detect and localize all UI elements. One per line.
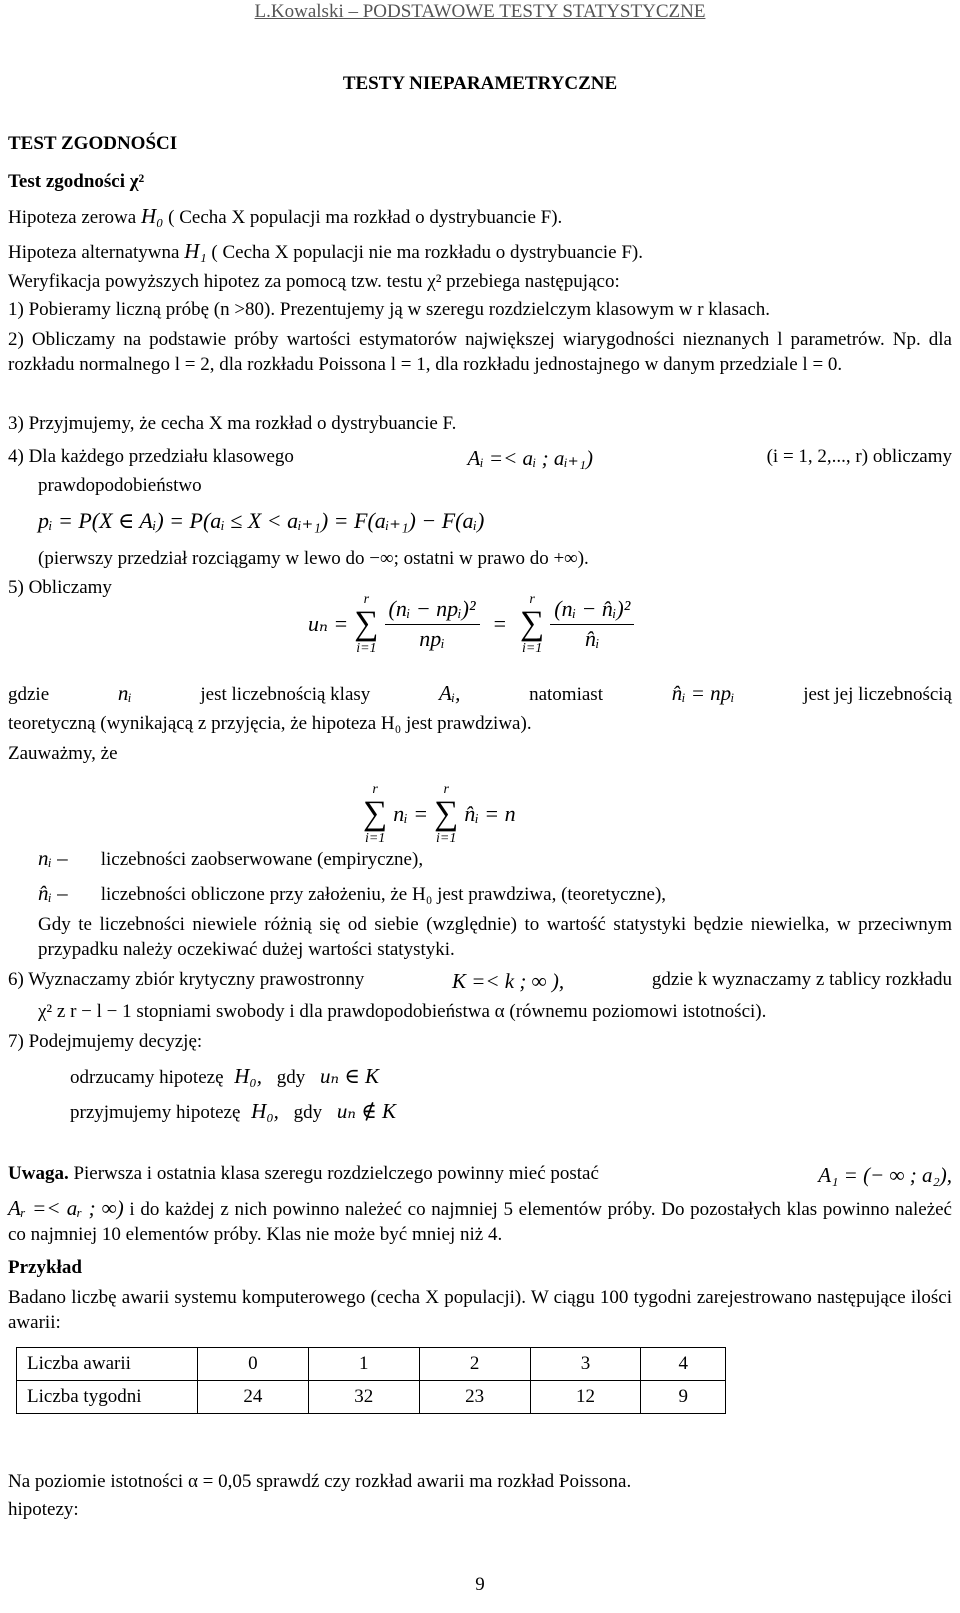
uwaga-cont: Aᵣ =< aᵣ ; ∞) i do każdej z nich powinno należeć co najmniej 5 elementów próby. Do pozostałych klas powinno należeć co najmniej 10 elementów próby. Klas nie może być mniej niż 4. <box>8 1196 952 1245</box>
table-row <box>17 1348 726 1381</box>
sum-symbol-1: r ∑ i=1 <box>354 592 379 657</box>
where-line: gdzie nᵢ jest liczebnością klasy Aᵢ, natomiast n̂ᵢ = npᵢ jest jej liczebnością <box>8 681 952 705</box>
step-4-prob: prawdopodobieństwo <box>38 475 202 496</box>
un-formula: uₙ = r ∑ i=1 $\frac{\text{(nᵢ − npᵢ)²}}{\text{npᵢ}}$ = r ∑ i=1 $\frac{\text{(nᵢ − n̂ᵢ)²}}{\text{n̂ᵢ}}$ <box>308 592 634 657</box>
step-1: 1) Pobieramy liczną próbę (n >80). Prezentujemy ją w szeregu rozdzielczym klasowym w r klasach. <box>8 299 771 320</box>
example-heading: Przykład <box>8 1257 82 1278</box>
step-2: 2) Obliczamy na podstawie próby wartości estymatorów największej wiarygodności nieznanych l parametrów. Np. dla rozkładu normalnego l = 2, dla rozkładu Poissona l = 1, dla rozkładu jednostajnego w danym przedziale l = 0. <box>8 329 952 375</box>
table-row <box>17 1381 726 1414</box>
def-empirical: nᵢ – liczebności zaobserwowane (empiryczne), <box>38 846 424 870</box>
fraction-1: $\frac{\text{(nᵢ − npᵢ)²}}{\text{npᵢ}}$ <box>385 595 480 653</box>
example-task: Na poziomie istotności α = 0,05 sprawdź czy rozkład awarii ma rozkład Poissona. <box>8 1471 632 1492</box>
section-heading: TEST ZGODNOŚCI <box>8 133 178 154</box>
table-cell: 0 <box>198 1348 309 1381</box>
running-header: L.Kowalski – PODSTAWOWE TESTY STATYSTYCZNE <box>254 1 706 22</box>
step-7: 7) Podejmujemy decyzję: <box>8 1031 203 1052</box>
where-continued: teoretyczną (wynikającą z przyjęcia, że hipoteza H₀ jest prawdziwa). <box>8 713 532 734</box>
prob-formula: pᵢ = P(X ∈ Aᵢ) = P(aᵢ ≤ X < aᵢ₊₁) = F(aᵢ₊₁) − F(aᵢ) <box>38 508 485 533</box>
table-cell: 9 <box>641 1381 726 1414</box>
table-cell: 24 <box>198 1381 309 1414</box>
step-5: 5) Obliczamy <box>8 577 112 598</box>
table-cell: 12 <box>530 1381 641 1414</box>
table-cell: 1 <box>308 1348 419 1381</box>
subsection-heading: Test zgodności χ² <box>8 171 145 192</box>
table-cell: 23 <box>419 1381 530 1414</box>
example-hypotheses: hipotezy: <box>8 1499 79 1520</box>
table-cell: 2 <box>419 1348 530 1381</box>
page <box>8 0 952 1613</box>
table-cell: 3 <box>530 1348 641 1381</box>
decision-accept: przyjmujemy hipotezę H₀, gdy uₙ ∉ K <box>70 1099 396 1123</box>
uwaga-line: Uwaga. Pierwsza i ostatnia klasa szeregu rozdzielczego powinny mieć postać A₁ = (− ∞ ; a₂), <box>8 1163 952 1187</box>
table-row-label: Liczba awarii <box>17 1348 198 1381</box>
verification-text: Weryfikacja powyższych hipotez za pomocą tzw. testu χ² przebiega następująco: <box>8 271 620 292</box>
alt-hypothesis: Hipoteza alternatywna H₁ ( Cecha X populacji nie ma rozkładu o dystrybuancie F). <box>8 239 644 263</box>
def-theoretical: n̂ᵢ – liczebności obliczone przy założeniu, że H₀ jest prawdziwa, (teoretyczne), <box>38 881 667 905</box>
data-table <box>16 1347 726 1414</box>
remark: Gdy te liczebności niewiele różnią się od siebie (względnie) to wartość statystyki będzie niewielka, w przeciwnym przypadku należy oczekiwać dużej wartości statystyki. <box>38 914 952 960</box>
sum-symbol-2: r ∑ i=1 <box>520 592 545 657</box>
example-text: Badano liczbę awarii systemu komputerowego (cecha X populacji). W ciągu 100 tygodni zarejestrowano następujące ilości awarii: <box>8 1287 952 1333</box>
step-6-cont: χ² z r − l − 1 stopniami swobody i dla prawdopodobieństwa α (równemu poziomowi istotności). <box>38 1001 767 1022</box>
table-cell: 32 <box>308 1381 419 1414</box>
table-cell: 4 <box>641 1348 726 1381</box>
fraction-2: $\frac{\text{(nᵢ − n̂ᵢ)²}}{\text{n̂ᵢ}}$ <box>550 595 634 653</box>
sum-symbol-4: r ∑ i=1 <box>434 782 459 847</box>
step-3: 3) Przyjmujemy, że cecha X ma rozkład o dystrybuancie F. <box>8 413 457 434</box>
decision-reject: odrzucamy hipotezę H₀, gdy uₙ ∈ K <box>70 1064 380 1088</box>
step-6-line: 6) Wyznaczamy zbiór krytyczny prawostronny K =< k ; ∞ ), gdzie k wyznaczamy z tablicy rozkładu <box>8 969 952 993</box>
page-number: 9 <box>475 1574 485 1595</box>
step-4-note: (pierwszy przedział rozciągamy w lewo do −∞; ostatni w prawo do +∞). <box>38 548 589 569</box>
sum-symbol-3: r ∑ i=1 <box>363 782 388 847</box>
notice: Zauważmy, że <box>8 743 118 764</box>
sum-identity: r ∑ i=1 nᵢ = r ∑ i=1 n̂ᵢ = n <box>363 782 516 847</box>
step-4-line: 4) Dla każdego przedziału klasowego Aᵢ =< aᵢ ; aᵢ₊₁) (i = 1, 2,..., r) obliczamy <box>8 446 952 470</box>
page-title: TESTY NIEPARAMETRYCZNE <box>342 73 618 94</box>
null-hypothesis: Hipoteza zerowa H₀ ( Cecha X populacji ma rozkład o dystrybuancie F). <box>8 204 563 228</box>
table-row-label: Liczba tygodni <box>17 1381 198 1414</box>
